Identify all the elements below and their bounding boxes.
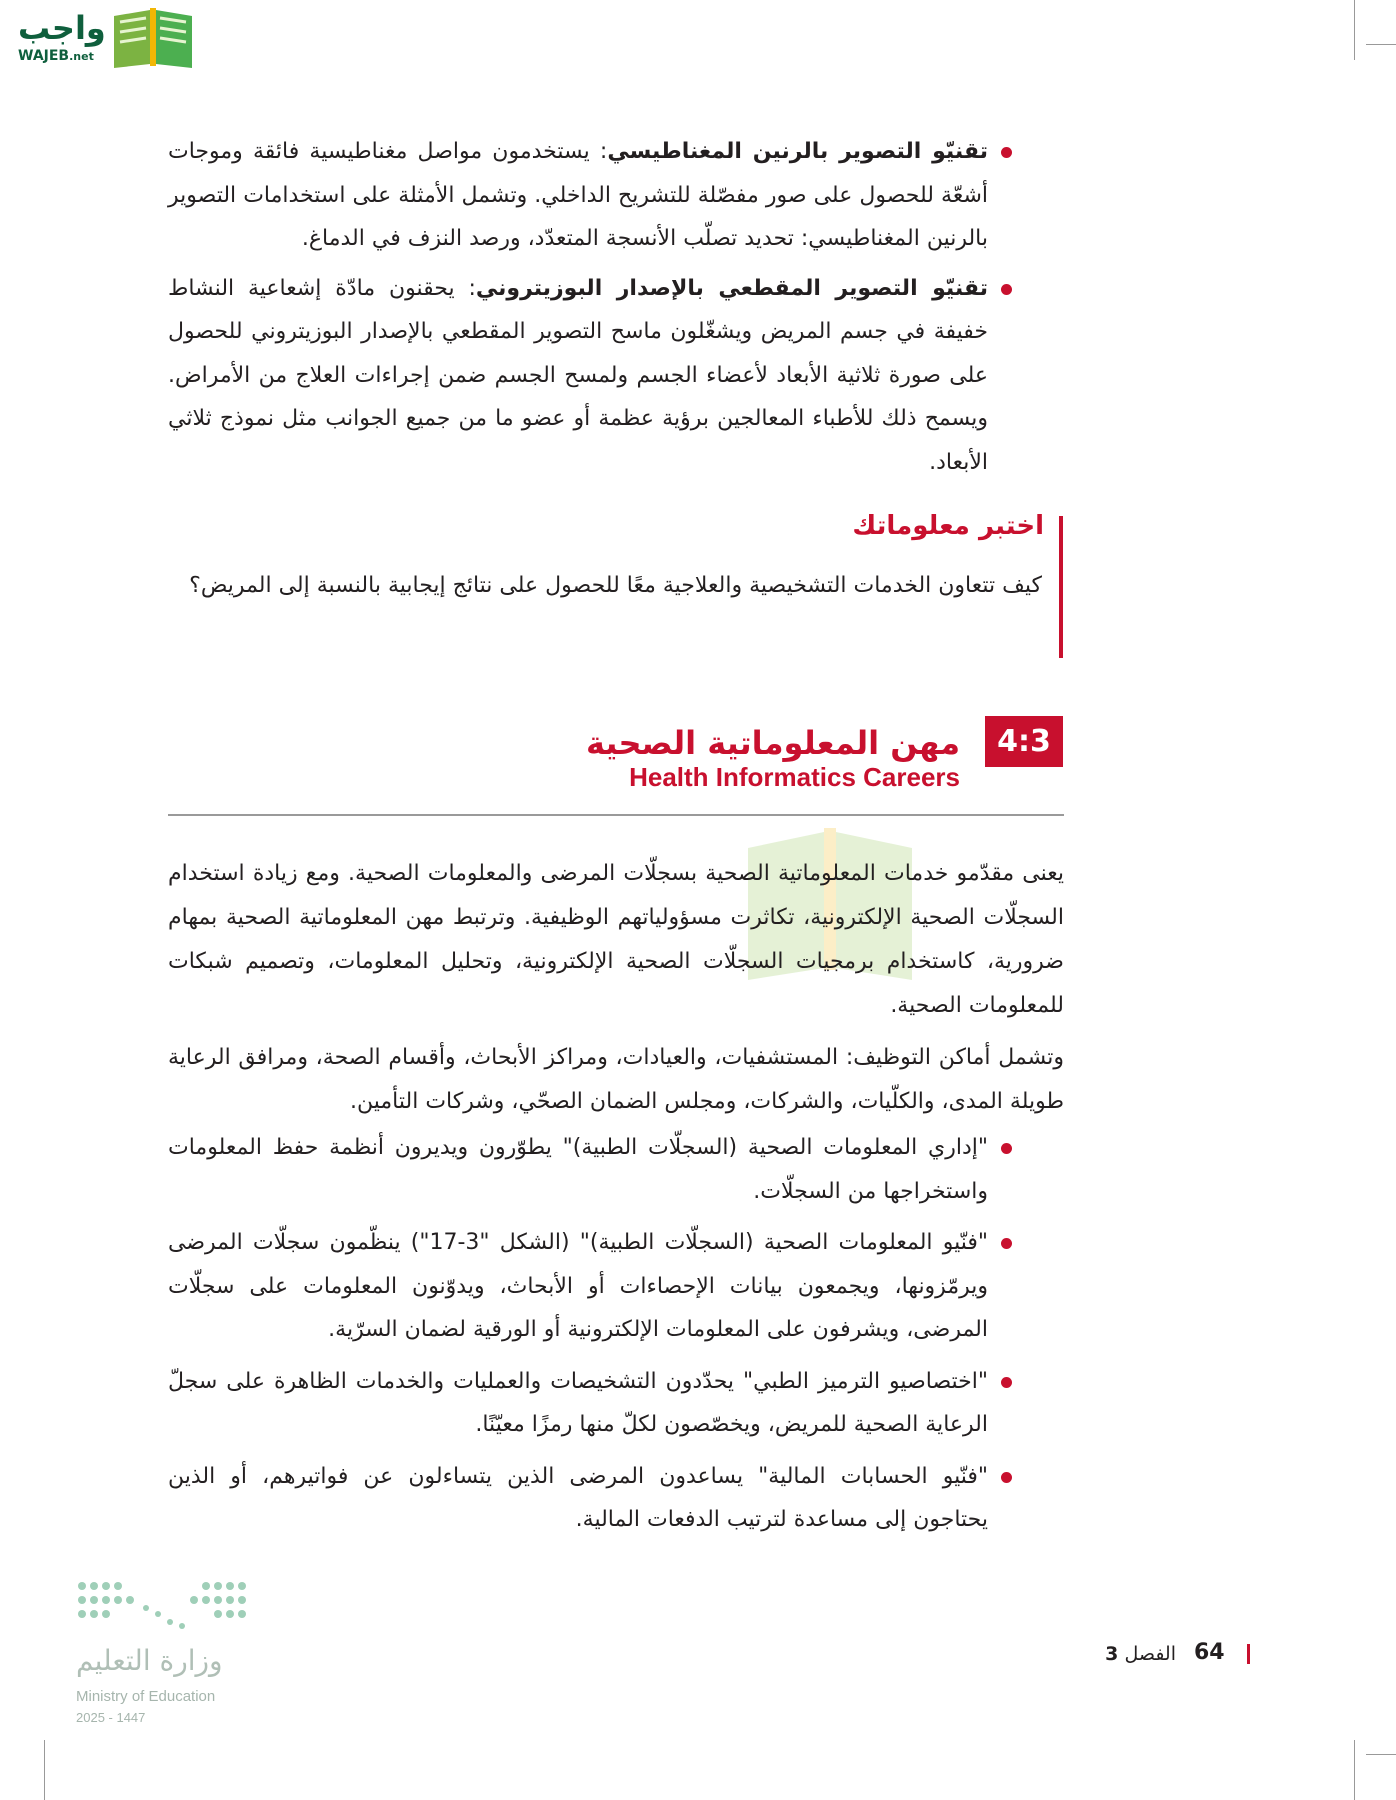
section-divider: [168, 814, 1064, 816]
list-item: "فنّيو الحسابات المالية" يساعدون المرضى الذين يتساءلون عن فواتيرهم، أو الذين يحتاجون إلى مساعدة لترتيب الدفعات المالية.: [168, 1455, 1014, 1542]
quiz-accent-bar: [1059, 516, 1063, 658]
list-item: تقنيّو التصوير المقطعي بالإصدار البوزيتروني: يحقنون مادّة إشعاعية النشاط خفيفة في جسم المريض ويشغّلون ماسح التصوير المقطعي بالإصدار البوزيتروني للحصول على صورة ثلاثية الأبعاد لأعضاء الجسم ولمسح الجسم ضمن إجراءات العلاج من الأمراض. ويسمح ذلك للأطباء المعالجين برؤية عظمة أو عضو ما من جميع الجوانب مثل نموذج ثلاثي الأبعاد.: [168, 267, 1014, 485]
list-item: "إداري المعلومات الصحية (السجلّات الطبية)" يطوّرون ويديرون أنظمة حفظ المعلومات واستخراجها من السجلّات.: [168, 1126, 1014, 1213]
footer-accent-bar: [1247, 1644, 1250, 1664]
ministry-dots-icon: [76, 1578, 252, 1634]
crop-mark: [44, 1740, 45, 1800]
quiz-question: كيف تتعاون الخدمات التشخيصية والعلاجية معًا للحصول على نتائج إيجابية بالنسبة إلى المريض؟: [189, 573, 1042, 598]
crop-mark: [1366, 1754, 1396, 1755]
site-logo[interactable]: [8, 4, 190, 70]
careers-list: [168, 1126, 1014, 1542]
page-number: 64: [1194, 1640, 1225, 1665]
body-text: [168, 852, 1064, 1124]
section-title-arabic: مهن المعلوماتية الصحية: [586, 724, 960, 762]
logo-arabic: واجب: [18, 9, 106, 47]
ministry-name-english: Ministry of Education: [76, 1688, 216, 1705]
ministry-years: 2025 - 1447: [76, 1710, 146, 1725]
list-item: "اختصاصيو الترميز الطبي" يحدّدون التشخيصات والعمليات والخدمات الظاهرة على سجلّ الرعاية الصحية للمريض، ويخصّصون لكلّ منها رمزًا معيّنًا.: [168, 1360, 1014, 1447]
paragraph: وتشمل أماكن التوظيف: المستشفيات، والعيادات، ومراكز الأبحاث، وأقسام الصحة، ومرافق الرعاية طويلة المدى، والكلّيات، والشركات، ومجلس الضمان الصحّي، وشركات التأمين.: [168, 1045, 1064, 1114]
chapter-label: الفصل 3: [1105, 1643, 1176, 1665]
logo-latin: WAJEB.net: [18, 48, 94, 64]
crop-mark: [1354, 1740, 1355, 1800]
imaging-bullets: [168, 130, 1014, 484]
quiz-title: اختبر معلوماتك: [852, 511, 1044, 541]
ministry-name-arabic: وزارة التعليم: [76, 1644, 223, 1677]
paragraph: يعنى مقدّمو خدمات المعلوماتية الصحية بسجلّات المرضى والمعلومات الصحية. ومع زيادة استخدام السجلّات الصحية الإلكترونية، تكاثرت مسؤولياتهم الوظيفية. وترتبط مهن المعلوماتية الصحية بمهام ضرورية، كاستخدام برمجيات السجلّات الصحية الإلكترونية، وتحليل المعلومات، وتصميم شبكات للمعلومات الصحية.: [168, 861, 1064, 1018]
list-item: "فنّيو المعلومات الصحية (السجلّات الطبية)" (الشكل "3-17") ينظّمون سجلّات المرضى ويرمّزونها، ويجمعون بيانات الإحصاءات أو الأبحاث، ويدوّنون المعلومات على سجلّات المرضى، ويشرفون على المعلومات الإلكترونية أو الورقية لضمان السرّية.: [168, 1221, 1014, 1352]
book-icon: [110, 6, 196, 68]
section-title-english: Health Informatics Careers: [629, 762, 960, 792]
crop-mark: [1354, 0, 1355, 60]
list-item: تقنيّو التصوير بالرنين المغناطيسي: يستخدمون مواصل مغناطيسية فائقة وموجات أشعّة للحصول على صور مفصّلة للتشريح الداخلي. وتشمل الأمثلة على استخدامات التصوير بالرنين المغناطيسي: تحديد تصلّب الأنسجة المتعدّد، ورصد النزف في الدماغ.: [168, 130, 1014, 261]
crop-mark: [1366, 44, 1396, 45]
ministry-logo: [76, 1578, 256, 1728]
section-number: 4:3: [985, 716, 1063, 767]
